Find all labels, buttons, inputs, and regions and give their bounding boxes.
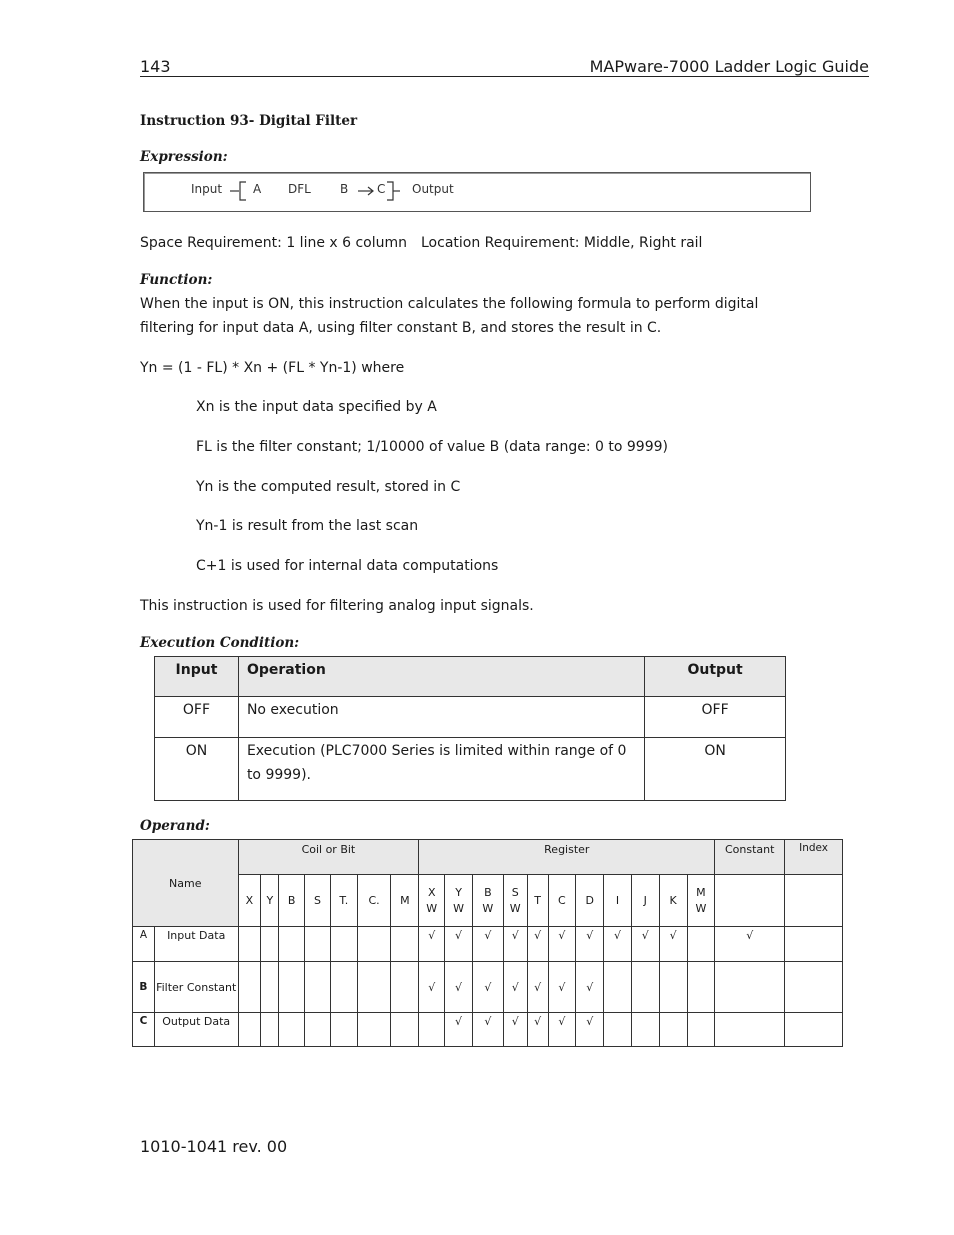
constant-check-cell [715,962,785,1013]
register-column-header [631,875,659,927]
expr-output-label: Output [412,182,454,196]
coil-check-cell [330,1013,357,1047]
coil-check-cell [391,1013,419,1047]
constant-check-cell [715,1013,785,1047]
expr-operand-c: C [377,182,386,196]
exec-header-input: Input [155,657,239,697]
coil-column-header: B [279,875,305,927]
register-check-cell [659,1013,687,1047]
register-column-header [604,875,632,927]
register-column-label: I [615,893,620,907]
function-formula: Yn = (1 - FL) * Xn + (FL * Yn-1) where [140,360,405,376]
coil-check-cell [261,1013,279,1047]
register-check-cell [631,962,659,1013]
constant-check-cell: √ [715,927,785,962]
index-check-cell [785,927,843,962]
coil-check-cell [305,962,331,1013]
exec-operation-cell: Execution (PLC7000 Series is limited within range of 0 to 9999). [238,738,644,801]
space-requirement: Space Requirement: 1 line x 6 column [140,235,408,251]
coil-check-cell [357,1013,391,1047]
register-column-label: B [484,885,492,899]
register-column-header [576,875,604,927]
register-check-cell: √ [631,927,659,962]
register-check-cell: √ [527,927,548,962]
register-check-cell: √ [472,1013,503,1047]
register-check-cell [631,1013,659,1047]
register-column-label: T [534,893,541,907]
register-column-header [472,875,503,927]
coil-check-cell [238,962,261,1013]
instruction-title: Instruction 93- Digital Filter [140,113,358,129]
register-column-label: X [427,885,436,899]
coil-close-bracket-icon [387,180,401,202]
register-check-cell [687,1013,715,1047]
register-check-cell: √ [472,962,503,1013]
expr-input-label: Input [191,182,223,196]
register-check-cell [604,962,632,1013]
register-check-cell [687,962,715,1013]
coil-column-header: C. [357,875,391,927]
register-column-header [659,875,687,927]
register-column-header [445,875,473,927]
contact-open-bracket-icon [230,180,252,202]
register-check-cell: √ [548,962,576,1013]
register-check-cell [659,962,687,1013]
execution-condition-heading: Execution Condition: [140,635,300,651]
function-usage: This instruction is used for filtering analog input signals. [140,598,534,614]
coil-check-cell [357,962,391,1013]
register-column-header [419,875,445,927]
index-blank-cell [785,875,843,927]
register-check-cell: √ [503,1013,527,1047]
register-column-label: K [669,893,677,907]
coil-check-cell [305,927,331,962]
coil-check-cell [279,1013,305,1047]
coil-check-cell [391,962,419,1013]
coil-check-cell [238,927,261,962]
exec-output-cell: ON [645,738,786,801]
constant-header: Constant [715,840,785,875]
operand-id-cell: A [133,927,155,962]
definition-yn: Yn is the computed result, stored in C [196,479,461,495]
register-check-cell: √ [472,927,503,962]
function-heading: Function: [140,272,213,288]
table-row [155,738,786,801]
table-row [133,927,843,962]
coil-check-cell [261,927,279,962]
coil-check-cell [279,962,305,1013]
exec-operation-cell: No execution [238,697,644,738]
index-header: Index [785,840,843,875]
exec-input-cell: OFF [155,697,239,738]
coil-check-cell [305,1013,331,1047]
register-column-header [503,875,527,927]
register-check-cell: √ [445,1013,473,1047]
coil-check-cell [330,927,357,962]
register-check-cell [687,927,715,962]
constant-blank-cell [715,875,785,927]
register-column-label: D [585,893,594,907]
exec-header-output: Output [645,657,786,697]
definition-yn-1: Yn-1 is result from the last scan [196,518,419,534]
location-requirement: Location Requirement: Middle, Right rail [421,235,703,251]
register-check-cell: √ [527,1013,548,1047]
coil-check-cell [238,1013,261,1047]
register-column-sublabel: W [426,901,438,915]
coil-column-header: M [391,875,419,927]
register-check-cell [419,1013,445,1047]
exec-header-operation: Operation [238,657,644,697]
function-description: When the input is ON, this instruction calculates the following formula to perform digital filtering for input data A, using filter constant B, and stores the result in C. [140,296,759,336]
coil-column-header: S [305,875,331,927]
register-check-cell: √ [548,1013,576,1047]
expression-heading: Expression: [140,149,228,165]
operand-name-cell: Input Data [154,927,238,962]
register-column-sublabel: W [509,901,521,915]
register-header: Register [419,840,715,875]
table-row [133,1013,843,1047]
expr-operand-a: A [253,182,262,196]
operand-name-cell: Output Data [154,1013,238,1047]
register-column-label: J [643,893,647,907]
guide-title: MAPware-7000 Ladder Logic Guide [589,57,869,76]
register-check-cell: √ [503,962,527,1013]
register-check-cell: √ [503,927,527,962]
coil-check-cell [330,962,357,1013]
arrow-right-icon [358,184,376,198]
register-check-cell: √ [419,927,445,962]
exec-input-cell: ON [155,738,239,801]
operand-name-cell: Filter Constant [154,962,238,1013]
register-check-cell [604,1013,632,1047]
operand-name-header: Name [133,840,239,927]
register-column-header [527,875,548,927]
register-check-cell: √ [576,962,604,1013]
register-column-label: M [696,885,706,899]
register-check-cell: √ [548,927,576,962]
definition-xn: Xn is the input data specified by A [196,399,437,415]
expression-diagram [143,172,811,212]
operand-column-header-row [133,875,843,927]
operand-id-cell: C [133,1013,155,1047]
exec-output-cell: OFF [645,697,786,738]
coil-column-header: T. [330,875,357,927]
definition-fl: FL is the filter constant; 1/10000 of value B (data range: 0 to 9999) [196,439,668,455]
register-check-cell: √ [659,927,687,962]
page-number: 143 [140,57,171,76]
register-check-cell: √ [419,962,445,1013]
table-row [155,697,786,738]
register-column-header [687,875,715,927]
coil-or-bit-header: Coil or Bit [238,840,419,875]
coil-column-header: Y [261,875,279,927]
coil-check-cell [261,962,279,1013]
header-divider [140,76,869,77]
register-column-sublabel: W [453,901,464,915]
register-check-cell: √ [445,962,473,1013]
expr-mnemonic: DFL [288,182,311,196]
index-check-cell [785,1013,843,1047]
coil-column-header: X [238,875,261,927]
coil-check-cell [391,927,419,962]
operand-group-header-row [133,840,843,875]
execution-condition-table [154,656,786,801]
operand-heading: Operand: [140,818,210,834]
register-column-sublabel: W [695,901,707,915]
coil-check-cell [357,927,391,962]
coil-check-cell [279,927,305,962]
operand-id-cell: B [133,962,155,1013]
register-check-cell: √ [576,927,604,962]
exec-header-row [155,657,786,697]
register-column-label: C [558,893,566,907]
register-check-cell: √ [445,927,473,962]
register-check-cell: √ [604,927,632,962]
register-column-header [548,875,576,927]
operand-table [132,839,843,1047]
register-column-sublabel: W [482,901,494,915]
footer-doc-number: 1010-1041 rev. 00 [140,1137,288,1156]
table-row [133,962,843,1013]
register-check-cell: √ [576,1013,604,1047]
register-check-cell: √ [527,962,548,1013]
register-column-label: S [511,885,519,899]
register-column-label: Y [455,885,462,899]
index-check-cell [785,962,843,1013]
expr-operand-b: B [340,182,349,196]
definition-c-plus-1: C+1 is used for internal data computations [196,558,499,574]
